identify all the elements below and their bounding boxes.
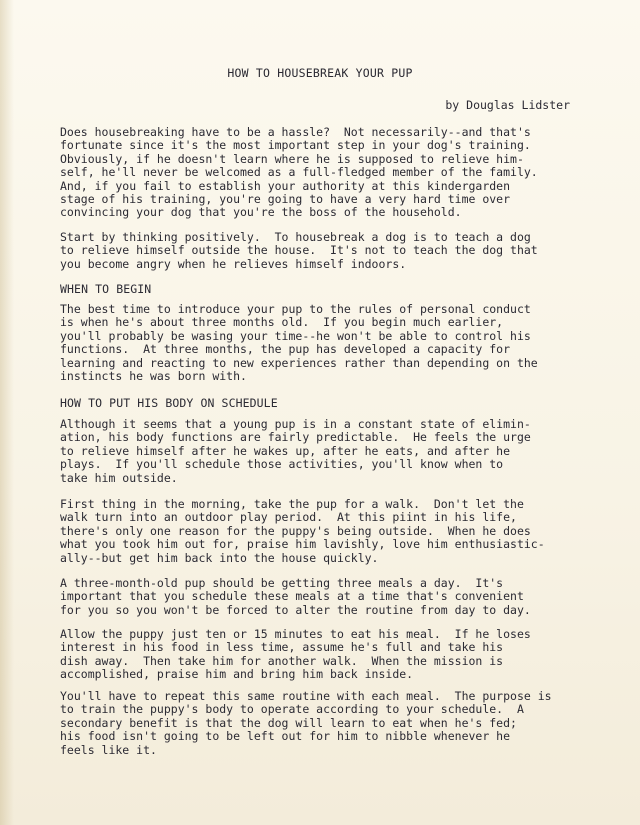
paragraph-intro: Does housebreaking have to be a hassle? Not necessarily--and that's fortunate since it's the most important step in your dog's training. Obviously, if he doesn't learn where he is supposed to relieve him- self, he'll never be welcomed as a full-fledged member of the family. And, if you fail to establish your authority at this kindergarden stage of his training, you're going to have a very hard time over convincing your dog that you're the boss of the household. bbox=[60, 125, 538, 220]
section-heading-when-to-begin: WHEN TO BEGIN bbox=[60, 282, 152, 296]
paragraph-morning-walk: First thing in the morning, take the pup for a walk. Don't let the walk turn into an outdoor play period. At this piint in his life, there's only one reason for the puppy's being outside. When he does what you took him out for, praise him lavishly, love him enthusiastic- ally--but get him back into the house quickly. bbox=[60, 497, 545, 565]
paragraph-body-functions: Although it seems that a young pup is in a constant state of elimin- ation, his body functions are fairly predictable. He feels the urge to relieve himself after he wakes up, after he eats, and after he plays. If you'll schedule those activities, you'll know when to take him outside. bbox=[60, 417, 531, 485]
document-title: HOW TO HOUSEBREAK YOUR PUP bbox=[227, 66, 413, 80]
paragraph-meal-time: Allow the puppy just ten or 15 minutes to eat his meal. If he loses interest in his food in less time, assume he's full and take his dish away. Then take him for another walk. When the mission is accomplished, praise him and bring him back inside. bbox=[60, 627, 531, 682]
paragraph-three-meals: A three-month-old pup should be getting three meals a day. It's important that you schedule these meals at a time that's convenient for you so you won't be forced to alter the routine from day to day. bbox=[60, 576, 531, 617]
paper-edge-shadow bbox=[0, 0, 14, 825]
paragraph-repeat-routine: You'll have to repeat this same routine with each meal. The purpose is to train the puppy's body to operate according to your schedule. A secondary benefit is that the dog will learn to eat when he's fed; his food isn't going to be left out for him to nibble whenever he feels like it. bbox=[60, 689, 552, 757]
section-heading-schedule: HOW TO PUT HIS BODY ON SCHEDULE bbox=[60, 396, 278, 410]
author-byline: by Douglas Lidster bbox=[445, 98, 570, 112]
paragraph-when-to-begin: The best time to introduce your pup to the rules of personal conduct is when he's about three months old. If you begin much earlier, you'll probably be wasing your time--he won't be able to control his functions. At three months, the pup has developed a capacity for learning and reacting to new experiences rather than depending on the instincts he was born with. bbox=[60, 302, 538, 384]
paragraph-think-positively: Start by thinking positively. To housebreak a dog is to teach a dog to relieve himself outside the house. It's not to teach the dog that you become angry when he relieves himself indoors. bbox=[60, 230, 538, 271]
